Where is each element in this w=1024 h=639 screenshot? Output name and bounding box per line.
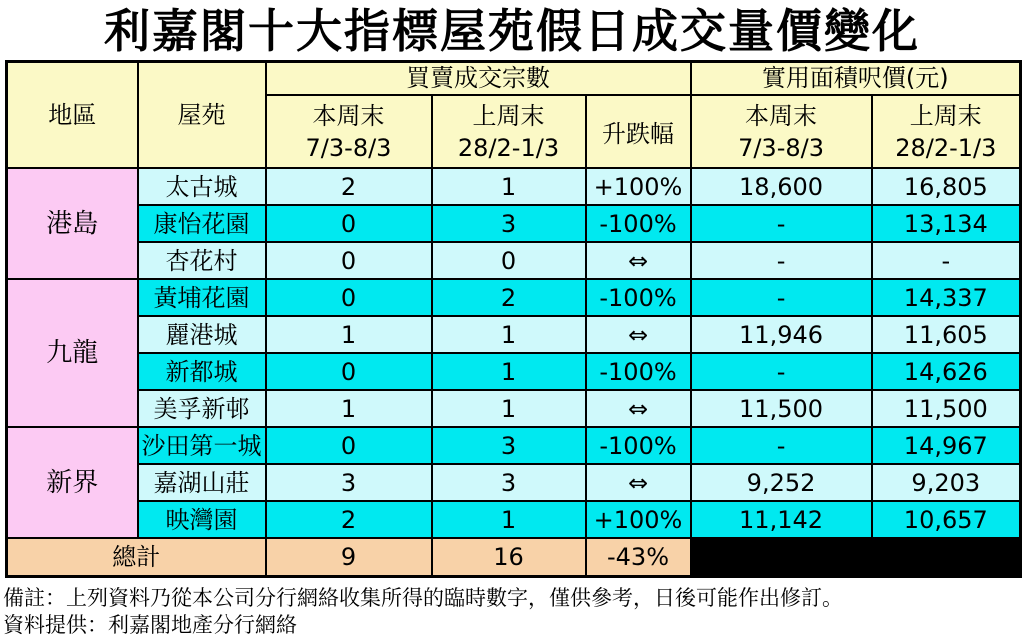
region-cell-new-territories: 新界: [7, 427, 138, 538]
estate-cell: 康怡花園: [138, 205, 266, 242]
tx-last-cell: 3: [432, 464, 586, 501]
estate-cell: 嘉湖山莊: [138, 464, 266, 501]
tx-this-cell: 3: [266, 464, 432, 501]
change-cell: ⇔: [586, 464, 691, 501]
header-tx-this-weekend-label: 本周末: [312, 101, 385, 130]
price-last-cell: 16,805: [872, 168, 1021, 205]
tx-last-cell: 1: [432, 353, 586, 390]
price-this-cell: 11,500: [691, 390, 872, 427]
tx-this-cell: 0: [266, 242, 432, 279]
price-this-cell: -: [691, 353, 872, 390]
price-last-cell: 14,337: [872, 279, 1021, 316]
change-cell: ⇔: [586, 316, 691, 353]
header-estate: 屋苑: [138, 62, 266, 169]
price-this-cell: -: [691, 279, 872, 316]
tx-last-cell: 1: [432, 316, 586, 353]
price-last-cell: -: [872, 242, 1021, 279]
page-title: 利嘉閣十大指標屋苑假日成交量價變化: [104, 4, 920, 58]
estate-cell: 黃埔花園: [138, 279, 266, 316]
header-region: 地區: [7, 62, 138, 169]
header-tx-this-weekend-dates: 7/3-8/3: [305, 133, 392, 162]
price-this-cell: 18,600: [691, 168, 872, 205]
estate-cell: 太古城: [138, 168, 266, 205]
estate-row: [7, 168, 1021, 205]
change-cell: -100%: [586, 427, 691, 464]
tx-last-cell: 3: [432, 427, 586, 464]
change-cell: ⇔: [586, 242, 691, 279]
change-cell: ⇔: [586, 390, 691, 427]
tx-this-cell: 1: [266, 390, 432, 427]
tx-this-cell: 1: [266, 316, 432, 353]
price-this-cell: 11,142: [691, 501, 872, 538]
price-last-cell: 13,134: [872, 205, 1021, 242]
total-tx-this-cell: 9: [266, 538, 432, 577]
price-last-cell: 10,657: [872, 501, 1021, 538]
change-cell: -100%: [586, 353, 691, 390]
estate-row: [7, 464, 1021, 501]
tx-last-cell: 0: [432, 242, 586, 279]
header-price-this-weekend-dates: 7/3-8/3: [738, 133, 824, 162]
estate-row: [7, 501, 1021, 538]
total-row: [7, 538, 1021, 577]
price-last-cell: 14,967: [872, 427, 1021, 464]
tx-last-cell: 3: [432, 205, 586, 242]
price-last-cell: 9,203: [872, 464, 1021, 501]
tx-last-cell: 1: [432, 390, 586, 427]
estate-cell: 麗港城: [138, 316, 266, 353]
region-cell-kowloon: 九龍: [7, 279, 138, 427]
estate-row: [7, 316, 1021, 353]
tx-last-cell: 2: [432, 279, 586, 316]
footnotes: [3, 585, 1024, 639]
price-this-cell: 9,252: [691, 464, 872, 501]
total-tx-last-cell: 16: [432, 538, 586, 577]
tx-this-cell: 0: [266, 353, 432, 390]
estate-row: [7, 353, 1021, 390]
header-tx-last-weekend-label: 上周末: [472, 101, 545, 130]
estate-cell: 沙田第一城: [138, 427, 266, 464]
estate-row: [7, 205, 1021, 242]
header-transactions-group: 買賣成交宗數: [266, 62, 691, 96]
price-this-cell: -: [691, 205, 872, 242]
total-label-cell: 總計: [7, 538, 266, 577]
estate-row: [7, 279, 1021, 316]
total-void-cell: [691, 538, 1021, 577]
tx-this-cell: 2: [266, 168, 432, 205]
tx-last-cell: 1: [432, 501, 586, 538]
estate-row: [7, 242, 1021, 279]
header-group-row: [7, 62, 1021, 96]
change-cell: +100%: [586, 168, 691, 205]
estate-row: [7, 427, 1021, 464]
price-last-cell: 14,626: [872, 353, 1021, 390]
estate-row: [7, 390, 1021, 427]
header-price-last-weekend-dates: 28/2-1/3: [895, 133, 997, 162]
header-change: 升跌幅: [586, 95, 691, 168]
header-price-this-weekend: [691, 95, 872, 168]
price-this-cell: -: [691, 427, 872, 464]
price-this-cell: 11,946: [691, 316, 872, 353]
header-price-group: 實用面積呎價(元): [691, 62, 1021, 96]
estate-cell: 映灣園: [138, 501, 266, 538]
source-note: 資料提供：利嘉閣地產分行網絡: [3, 613, 297, 637]
estates-data-table: [5, 60, 1022, 578]
change-cell: -100%: [586, 205, 691, 242]
estate-cell: 美孚新邨: [138, 390, 266, 427]
header-price-last-weekend-label: 上周末: [909, 101, 982, 130]
price-this-cell: -: [691, 242, 872, 279]
change-cell: -100%: [586, 279, 691, 316]
tx-last-cell: 1: [432, 168, 586, 205]
header-price-last-weekend: [872, 95, 1021, 168]
header-tx-last-weekend: [432, 95, 586, 168]
remark-note: 備註：上列資料乃從本公司分行網絡收集所得的臨時數字，僅供參考，日後可能作出修訂。: [3, 586, 843, 610]
tx-this-cell: 2: [266, 501, 432, 538]
tx-this-cell: 0: [266, 427, 432, 464]
header-price-this-weekend-label: 本周末: [745, 101, 818, 130]
estate-cell: 杏花村: [138, 242, 266, 279]
price-last-cell: 11,500: [872, 390, 1021, 427]
price-last-cell: 11,605: [872, 316, 1021, 353]
region-cell-hong-kong-island: 港島: [7, 168, 138, 279]
tx-this-cell: 0: [266, 205, 432, 242]
estate-cell: 新都城: [138, 353, 266, 390]
change-cell: +100%: [586, 501, 691, 538]
header-tx-this-weekend: [266, 95, 432, 168]
tx-this-cell: 0: [266, 279, 432, 316]
header-tx-last-weekend-dates: 28/2-1/3: [457, 133, 560, 162]
total-change-cell: -43%: [586, 538, 691, 577]
